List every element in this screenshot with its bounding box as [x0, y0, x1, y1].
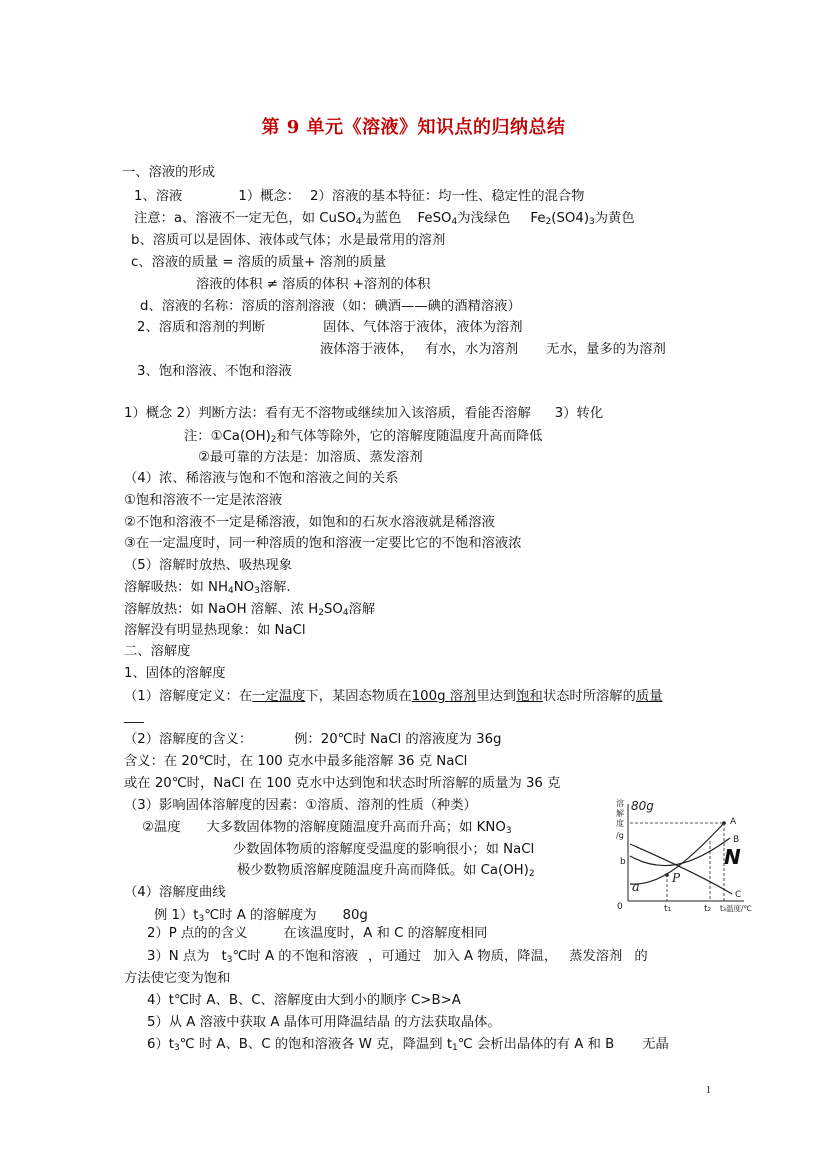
label-p: P — [672, 871, 681, 885]
text-line: （2）溶解度的含义： 例：20℃时 NaCl 的溶液度为 36g — [124, 732, 502, 747]
text-line: 溶液的体积 ≠ 溶质的体积 +溶剂的体积 — [196, 277, 431, 292]
text-line: ②不饱和溶液不一定是稀溶液，如饱和的石灰水溶液就是稀溶液 — [124, 515, 495, 530]
text-line: 方法使它变为饱和 — [124, 971, 231, 986]
text-line: 5）从 A 溶液中获取 A 晶体可用降温结晶 的方法获取晶体。 — [147, 1015, 501, 1030]
text-line: （4）浓、稀溶液与饱和不饱和溶液之间的关系 — [124, 471, 399, 486]
text-line: ②最可靠的方法是：加溶质、蒸发溶剂 — [198, 450, 423, 465]
text-line: 溶解没有明显热现象：如 NaCl — [124, 623, 306, 638]
point-p — [665, 873, 669, 877]
text-line: b、溶质可以是固体、液体或气体；水是最常用的溶剂 — [131, 233, 446, 248]
text-line: 2、溶质和溶剂的判断 固体、气体溶于液体，液体为溶剂 — [137, 320, 523, 335]
text-line: （3）影响固体溶解度的因素：①溶质、溶剂的性质（种类） — [124, 798, 477, 813]
x-axis-label: t₃温度/℃ — [720, 904, 752, 913]
page-number: 1 — [706, 1085, 711, 1096]
label-b: B — [733, 835, 740, 845]
text-line: 或在 20℃时，NaCl 在 100 克水中达到饱和状态时所溶解的质量为 36 克 — [124, 776, 561, 791]
label-n: N — [724, 845, 741, 869]
text-line: （4）溶解度曲线 — [124, 885, 226, 900]
text-line: 少数固体物质的溶解度受温度的影响很小；如 NaCl — [233, 842, 535, 857]
text-line: ___ — [124, 709, 144, 724]
text-line: ③在一定温度时，同一种溶质的饱和溶液一定要比它的不饱和溶液浓 — [124, 536, 522, 551]
text-line: 注意：a、溶液不一定无色，如 CuSO$_4$为蓝色 FeSO$_4$为浅绿色 $Fe_2(SO4)_3$为黄色 — [134, 211, 635, 227]
text-line: 注：$①Ca(OH)_2$和气体等除外，它的溶解度随温度升高而降低 — [184, 429, 543, 445]
solubility-curve-figure — [612, 796, 770, 919]
label-a-handwritten: a — [632, 880, 640, 895]
text-line: 含义：在 20℃时，在 100 克水中最多能溶解 36 克 NaCl — [124, 754, 468, 769]
y-axis-label: 度 — [616, 819, 624, 828]
origin-label: 0 — [617, 902, 623, 912]
text-line: 溶解放热：如 NaOH 溶解、浓 $H_2SO_4$溶解 — [124, 602, 376, 618]
text-line: c、溶液的质量 = 溶质的质量+ 溶剂的质量 — [131, 255, 387, 270]
text-line: 溶解吸热：如 $NH_4NO_3$溶解. — [124, 580, 291, 596]
curve-b — [630, 838, 730, 866]
section-heading: 一、溶液的形成 — [122, 165, 216, 180]
y-axis-label: 溶 — [616, 799, 624, 808]
text-line: （1）溶解度定义：在一定温度下，某固态物质在100g 溶剂里达到饱和状态时所溶解的质量 — [124, 689, 663, 704]
text-line: d、溶液的名称：溶质的溶剂溶液（如：碘酒——碘的酒精溶液） — [140, 299, 521, 314]
label-b-left: b — [620, 857, 626, 867]
text-line: 液体溶于液体， 有水，水为溶剂 无水，量多的为溶剂 — [320, 342, 666, 357]
curve-c — [630, 844, 732, 894]
text-line: 2）P 点的的含义 在该温度时，A 和 C 的溶解度相同 — [147, 926, 488, 941]
document-title: 第 9 单元《溶液》知识点的归纳总结 — [261, 117, 566, 138]
section-heading: 二、溶解度 — [124, 644, 191, 659]
y-axis-label: 解 — [616, 809, 624, 818]
tick-t1: t₁ — [664, 904, 672, 914]
text-line: 例 $1)t_3℃$时 A 的溶解度为 80g — [154, 908, 368, 924]
tick-t2: t₂ — [704, 904, 712, 914]
text-line: ①饱和溶液不一定是浓溶液 — [124, 493, 283, 508]
point-a-peak — [722, 821, 726, 825]
mark-80g: 80g — [631, 799, 654, 813]
text-line: （5）溶解时放热、吸热现象 — [124, 558, 293, 573]
text-line: $6)t_3℃$ 时 A、B、C 的饱和溶液各 W 克，降温到 $t_1℃$ 会析出晶体的有 A 和 B 无晶 — [147, 1037, 669, 1053]
label-c: C — [735, 890, 742, 900]
text-line: 3、饱和溶液、不饱和溶液 — [137, 364, 292, 379]
y-axis-label: /g — [616, 831, 624, 840]
text-line: 4）t℃时 A、B、C、溶解度由大到小的顺序 C>B>A — [147, 993, 461, 1008]
text-line: 1、溶液 1）概念： 2）溶液的基本特征：均一性、稳定性的混合物 — [134, 189, 585, 204]
label-a: A — [730, 817, 737, 827]
text-line: 3）N 点为 $t_3℃$时 A 的不饱和溶液 ，可通过 加入 A 物质，降温， 蒸发溶剂 的 — [147, 949, 648, 965]
text-line: 极少数物质溶解度随温度升高而降低。如 $Ca(OH)_2$ — [237, 863, 535, 879]
text-line: ②温度 大多数固体物的溶解度随温度升高而升高；如 $KNO_3$ — [142, 820, 512, 836]
text-line: 1、固体的溶解度 — [124, 666, 226, 681]
text-line: 1）概念 2）判断方法：看有无不溶物或继续加入该溶质，看能否溶解 3）转化 — [124, 406, 604, 421]
